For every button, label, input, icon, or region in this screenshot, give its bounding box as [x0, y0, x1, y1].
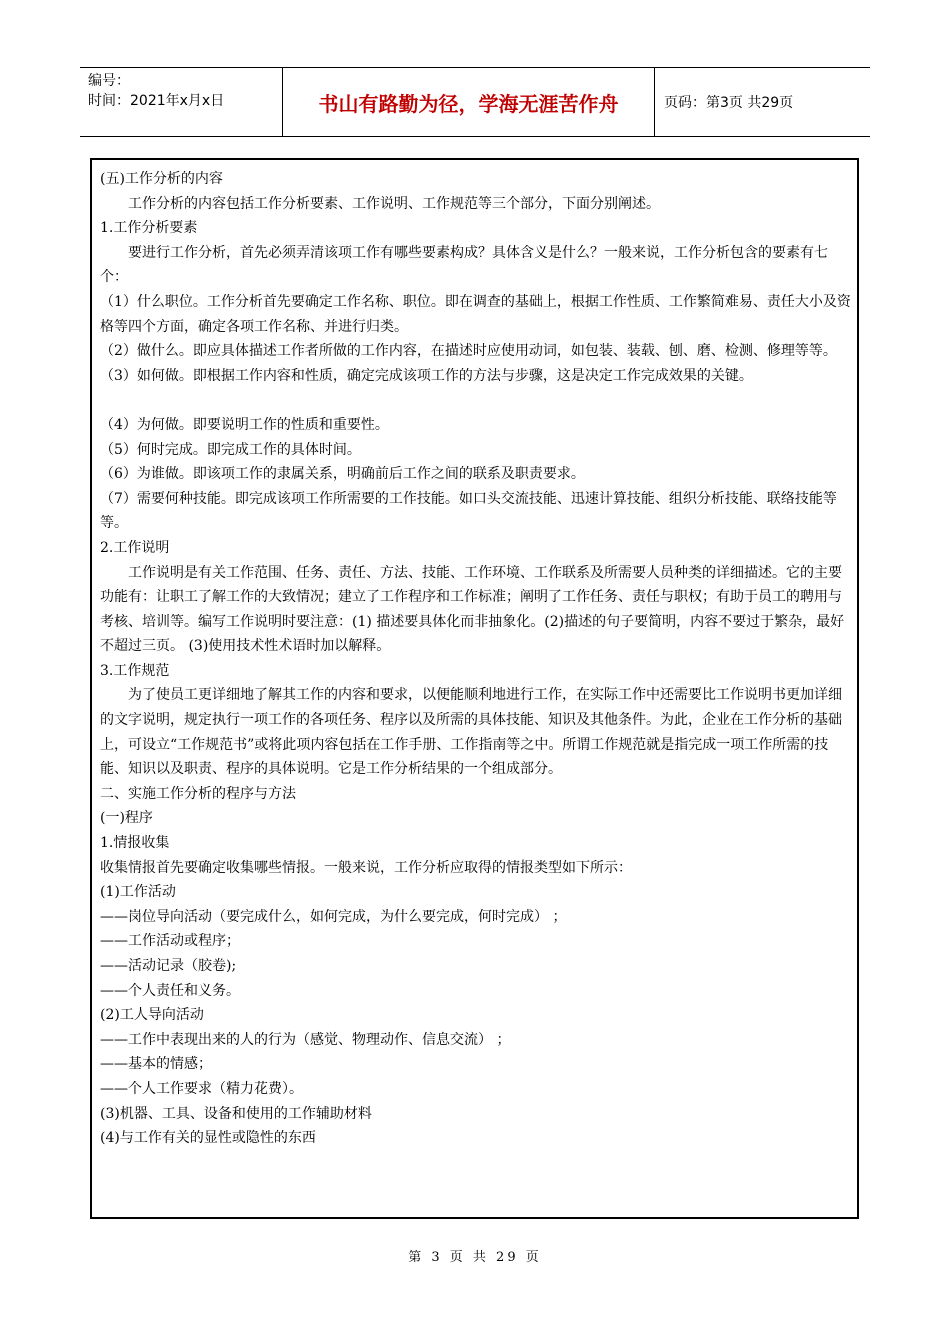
blank-line — [100, 388, 851, 413]
page-header — [80, 67, 870, 137]
list-item: （6）为谁做。即该项工作的隶属关系，明确前后工作之间的联系及职责要求。 — [100, 466, 585, 483]
list-item: ——个人工作要求（精力花费）。 — [100, 1080, 303, 1097]
list-item: （4）为何做。即要说明工作的性质和重要性。 — [100, 416, 389, 433]
list-item: ——个人责任和义务。 — [100, 982, 240, 999]
document-time-label: 时间：2021年x月x日 — [88, 93, 225, 109]
paragraph: 为了使员工更详细地了解其工作的内容和要求，以便能顺利地进行工作，在实际工作中还需要比工作说明书更加详细的文字说明，规定执行一项工作的各项任务、程序以及所需的具体技能、知识及其他条件。为此，企业在工作分析的基础上，可设立“工作规范书”或将此项内容包括在工作手册、工作指南等之中。所谓工作规范就是指完成一项工作所需的技能、知识以及职责、程序的具体说明。它是工作分析结果的一个组成部分。 — [100, 687, 842, 778]
paragraph: 收集情报首先要确定收集哪些情报。一般来说，工作分析应取得的情报类型如下所示： — [100, 859, 632, 876]
paragraph: 工作说明是有关工作范围、任务、责任、方法、技能、工作环境、工作联系及所需要人员种类的详细描述。它的主要功能有：让职工了解工作的大致情况；建立了工作程序和工作标准；阐明了工作任务、责任与职权；有助于员工的聘用与考核、培训等。编写工作说明时要注意：(1) 描述要具体化而非抽象化。(2)描述的句子要简明，内容不要过于繁杂，最好不超过三页。 (3)使用技术性术语时加以解释。 — [100, 564, 845, 655]
list-item: ——工作活动或程序； — [100, 933, 240, 950]
header-motto-cell — [282, 68, 655, 136]
paragraph: 工作分析的内容包括工作分析要素、工作说明、工作规范等三个部分，下面分别阐述。 — [128, 195, 660, 212]
subsection-heading: 1.情报收集 — [100, 835, 170, 852]
list-item: （5）何时完成。即完成工作的具体时间。 — [100, 441, 361, 458]
paragraph: 要进行工作分析，首先必须弄清该项工作有哪些要素构成？具体含义是什么？一般来说，工作分析包含的要素有七个： — [100, 244, 828, 286]
list-item: ——活动记录（胶卷); — [100, 958, 237, 974]
list-item: （7）需要何种技能。即完成该项工作所需要的工作技能。如口头交流技能、迅速计算技能、组织分析技能、联络技能等等。 — [100, 490, 837, 532]
list-item: （2）做什么。即应具体描述工作者所做的工作内容，在描述时应使用动词，如包装、装载、刨、磨、检测、修理等等。 — [100, 343, 837, 360]
list-item: ——岗位导向活动（要完成什么，如何完成，为什么要完成，何时完成） ； — [100, 908, 567, 925]
subsection-heading: 2.工作说明 — [100, 539, 170, 556]
list-heading: (3)机器、工具、设备和使用的工作辅助材料 — [100, 1105, 372, 1122]
list-heading: (2)工人导向活动 — [100, 1007, 204, 1024]
document-body — [90, 158, 859, 1219]
list-item: （3）如何做。即根据工作内容和性质，确定完成该项工作的方法与步骤，这是决定工作完成效果的关键。 — [100, 367, 753, 384]
header-page-info: 页码：第3页 共29页 — [664, 95, 794, 111]
list-item: ——基本的情感； — [100, 1056, 212, 1073]
document-number-label: 编号： — [88, 73, 130, 89]
section-heading: (五)工作分析的内容 — [100, 171, 223, 187]
list-item: （1）什么职位。工作分析首先要确定工作名称、职位。即在调查的基础上，根据工作性质、工作繁简难易、责任大小及资格等四个方面，确定各项工作名称、并进行归类。 — [100, 293, 851, 335]
section-heading: (一)程序 — [100, 810, 153, 827]
list-heading: (4)与工作有关的显性或隐性的东西 — [100, 1130, 316, 1147]
section-heading: 二、实施工作分析的程序与方法 — [100, 785, 296, 802]
header-motto: 书山有路勤为径，学海无涯苦作舟 — [318, 91, 619, 116]
subsection-heading: 1.工作分析要素 — [100, 220, 198, 237]
header-meta-cell — [80, 68, 282, 136]
header-page-cell — [655, 68, 870, 136]
subsection-heading: 3.工作规范 — [100, 662, 170, 679]
list-heading: (1)工作活动 — [100, 884, 176, 901]
list-item: ——工作中表现出来的人的行为（感觉、物理动作、信息交流） ； — [100, 1031, 511, 1048]
page-footer: 第 3 页 共 29 页 — [408, 1250, 542, 1265]
